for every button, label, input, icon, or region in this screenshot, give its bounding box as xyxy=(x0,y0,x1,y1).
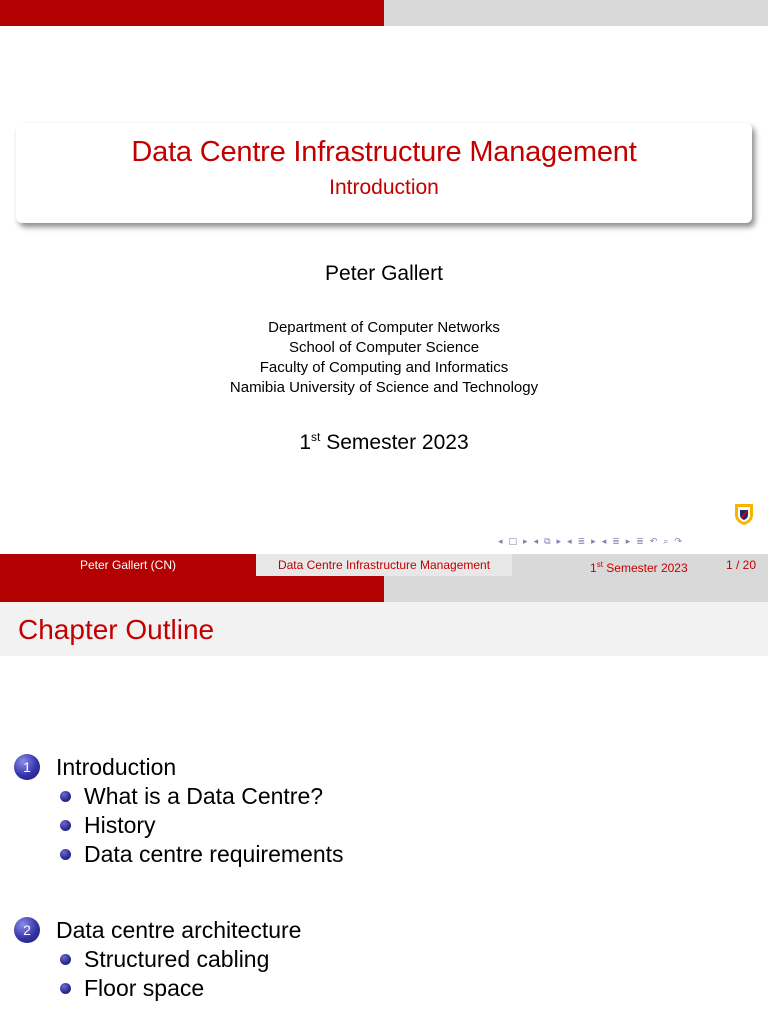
header-bar xyxy=(0,576,768,602)
nav-symbol[interactable]: ▸ xyxy=(556,537,562,547)
institute-line: Department of Computer Networks xyxy=(268,319,500,336)
section-label: Data centre architecture xyxy=(56,916,302,943)
nav-symbol[interactable]: ≣ xyxy=(612,537,620,547)
footer-date-number: 1 xyxy=(590,561,597,575)
header-bar-gray xyxy=(384,0,768,26)
header-bar xyxy=(0,0,768,26)
outline-section xyxy=(14,915,754,1003)
subsection-item xyxy=(60,782,754,811)
footer-page-number: 1 / 20 xyxy=(725,558,756,572)
nav-symbol[interactable]: ≣ xyxy=(636,537,644,547)
date-rest: Semester 2023 xyxy=(326,431,469,454)
subsection-list xyxy=(60,945,754,1003)
section-number-ball: 2 xyxy=(14,917,40,943)
presentation-date xyxy=(0,430,768,455)
subsection-item xyxy=(60,840,754,869)
institute-line: School of Computer Science xyxy=(288,339,480,356)
footer-bar xyxy=(0,554,768,576)
header-bar-gray xyxy=(384,576,768,602)
nav-symbol[interactable]: ▸ xyxy=(591,537,596,547)
section-heading xyxy=(14,915,754,945)
subsection-item xyxy=(60,811,754,840)
subsection-label: What is a Data Centre? xyxy=(84,783,324,809)
bullet-icon xyxy=(60,791,71,802)
institute-line: Faculty of Computing and Informatics xyxy=(259,359,509,376)
nav-symbol[interactable]: ↶ xyxy=(649,537,658,547)
bullet-icon xyxy=(60,849,71,860)
bullet-icon xyxy=(60,954,71,965)
subsection-item xyxy=(60,974,754,1003)
subsection-label: Structured cabling xyxy=(84,946,270,972)
section-label: Introduction xyxy=(56,753,177,780)
footer-date-rest: Semester 2023 xyxy=(606,561,688,575)
nav-symbol[interactable]: ◂ xyxy=(498,537,503,547)
outline-slide xyxy=(0,576,768,1024)
subsection-label: History xyxy=(84,812,156,838)
outline-section xyxy=(14,752,754,869)
nav-symbol[interactable]: ↷ xyxy=(674,537,682,547)
nav-symbol[interactable]: ▸ xyxy=(625,537,631,547)
institute-block xyxy=(0,318,768,398)
header-bar-red xyxy=(0,576,384,602)
footer-right xyxy=(512,554,768,576)
date-number: 1 xyxy=(299,431,312,454)
nav-symbol[interactable]: ▸ xyxy=(523,537,528,547)
nust-logo-icon xyxy=(732,502,756,526)
institute-line: Namibia University of Science and Technology xyxy=(229,379,539,396)
footer-title: Data Centre Infrastructure Management xyxy=(256,554,512,576)
nav-symbol[interactable]: ◂ xyxy=(601,537,607,547)
header-bar-red xyxy=(0,0,384,26)
frame-title: Chapter Outline xyxy=(18,614,215,645)
nav-symbol[interactable]: ◂ xyxy=(567,537,572,547)
beamer-navigation[interactable] xyxy=(498,536,764,548)
presentation-subtitle: Introduction xyxy=(329,176,439,199)
subsection-list xyxy=(60,782,754,869)
section-number-ball: 1 xyxy=(14,754,40,780)
nav-symbol[interactable]: ◂ xyxy=(533,537,539,547)
bullet-icon xyxy=(60,983,71,994)
footer-date-ordinal: st xyxy=(596,560,603,569)
subsection-label: Data centre requirements xyxy=(84,841,344,867)
section-heading xyxy=(14,752,754,782)
title-box xyxy=(16,123,752,223)
author-name: Peter Gallert xyxy=(325,262,443,285)
nav-symbol[interactable]: ⧉ xyxy=(544,537,551,547)
presentation-title: Data Centre Infrastructure Management xyxy=(131,136,637,168)
nav-symbol[interactable]: ⌕ xyxy=(663,537,669,547)
bullet-icon xyxy=(60,820,71,831)
subsection-label: Floor space xyxy=(84,975,205,1001)
date-ordinal: st xyxy=(311,430,321,444)
footer-author: Peter Gallert (CN) xyxy=(0,554,256,576)
nav-symbol[interactable]: □ xyxy=(508,537,518,547)
subsection-item xyxy=(60,945,754,974)
nav-symbol[interactable]: ≣ xyxy=(577,537,586,547)
